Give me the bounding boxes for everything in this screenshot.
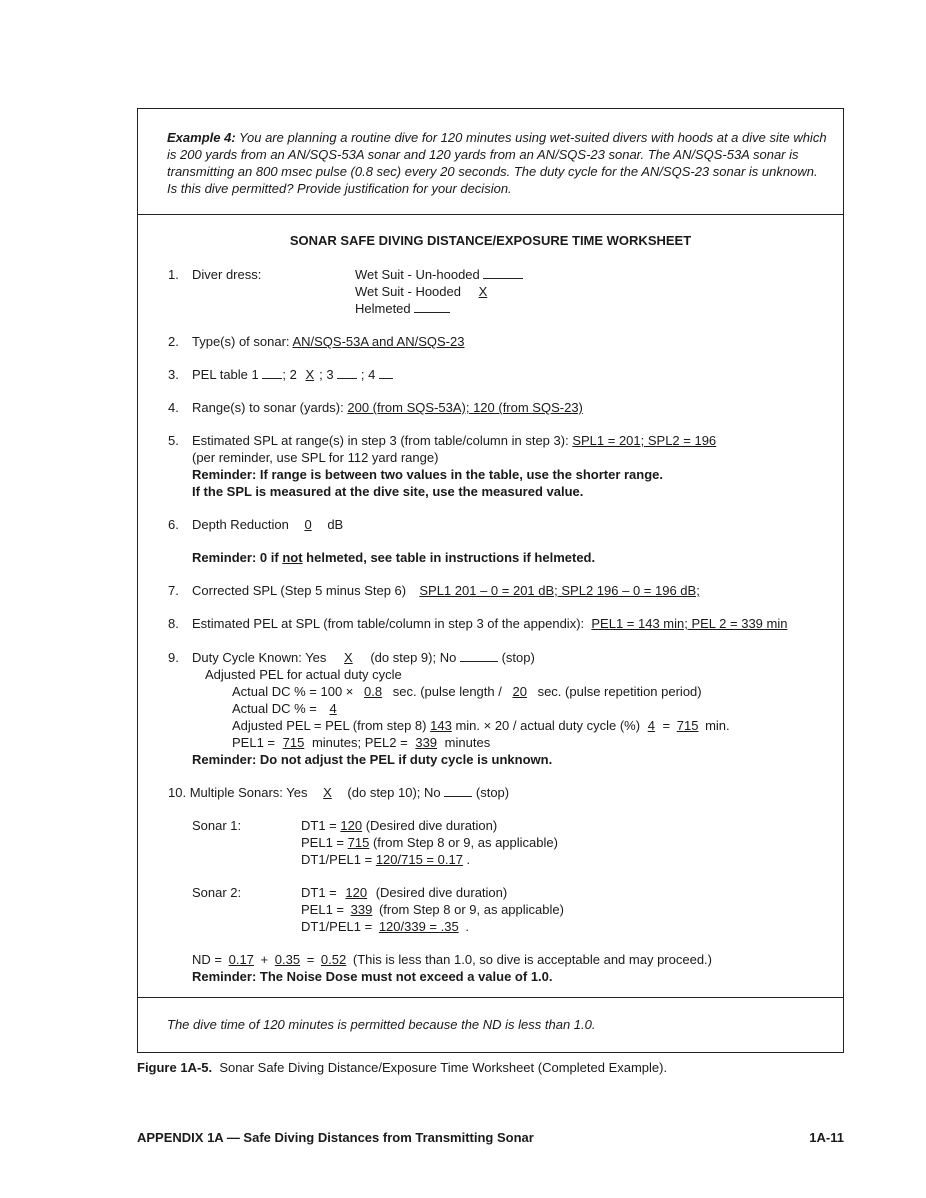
- sonar-1-ratio: DT1/PEL1 = 120/715 = 0.17 .: [301, 852, 471, 867]
- step-6-number: 6.: [168, 517, 179, 532]
- adjusted-pel-results: PEL1 = 715 minutes; PEL2 = 339 minutes: [232, 735, 491, 750]
- figure-caption-text: Sonar Safe Diving Distance/Exposure Time Worksheet (Completed Example).: [219, 1060, 668, 1075]
- step-5-note: (per reminder, use SPL for 112 yard range): [192, 450, 439, 465]
- example-text: [167, 129, 827, 197]
- figure-caption: [137, 1060, 667, 1075]
- pel-value: PEL1 = 143 min; PEL 2 = 339 min: [591, 616, 788, 631]
- depth-reduction-value: 0: [304, 517, 312, 532]
- dress-option-hooded: Wet Suit - Hooded X: [355, 283, 501, 300]
- step-5-text: Estimated SPL at range(s) in step 3 (from table/column in step 3): SPL1 = 201; SPL2 = 196: [192, 433, 717, 448]
- noise-dose-calculation: ND = 0.17 + 0.35 = 0.52 (This is less than 1.0, so dive is acceptable and may proceed.): [192, 952, 712, 967]
- step-2-number: 2.: [168, 334, 179, 349]
- step-8-number: 8.: [168, 616, 179, 631]
- sonar-2-pel: PEL1 = 339 (from Step 8 or 9, as applicable): [301, 902, 564, 917]
- sonar-1-dt: DT1 = 120 (Desired dive duration): [301, 818, 498, 833]
- sonar-2-ratio: DT1/PEL1 = 120/339 = .35 .: [301, 919, 469, 934]
- step-6-reminder: Reminder: 0 if not helmeted, see table in instructions if helmeted.: [192, 550, 596, 565]
- sonar-2-dt: DT1 = 120 (Desired dive duration): [301, 885, 508, 900]
- corrected-spl-value: SPL1 201 – 0 = 201 dB; SPL2 196 – 0 = 196 dB;: [419, 583, 700, 598]
- adjusted-pel-formula: Adjusted PEL = PEL (from step 8) 143 min. × 20 / actual duty cycle (%) 4 = 715 min.: [232, 718, 730, 733]
- step-5-reminder-1: Reminder: If range is between two values in the table, use the shorter range.: [192, 467, 664, 482]
- sonar-1-label: Sonar 1:: [192, 818, 242, 833]
- step-2-text: Type(s) of sonar: AN/SQS-53A and AN/SQS-23: [192, 334, 465, 349]
- step-1-number: 1.: [168, 267, 179, 282]
- footer-appendix-title: APPENDIX 1A — Safe Diving Distances from Transmitting Sonar: [137, 1130, 534, 1145]
- example-body: You are planning a routine dive for 120 minutes using wet-suited divers with hoods at a dive site which is 200 yards from an AN/SQS-53A sonar and 120 yards from an AN/SQS-23 sonar. The AN/SQS-53A sonar is transmitting an 800 msec pulse (0.8 sec) every 20 seconds. The duty cycle for the AN/SQS-23 sonar is unknown. Is this dive permitted? Provide justification for your decision.: [167, 130, 827, 196]
- page-number: 1A-11: [809, 1130, 844, 1145]
- conclusion-section: [138, 997, 843, 1052]
- worksheet-title: SONAR SAFE DIVING DISTANCE/EXPOSURE TIME WORKSHEET: [289, 233, 692, 248]
- step-9-text: Duty Cycle Known: Yes X (do step 9); No (stop): [192, 650, 535, 665]
- actual-dc-formula: Actual DC % = 100 × 0.8 sec. (pulse length / 20 sec. (pulse repetition period): [232, 684, 702, 699]
- step-9-reminder: Reminder: Do not adjust the PEL if duty cycle is unknown.: [192, 752, 553, 767]
- figure-label: Figure 1A-5.: [137, 1060, 213, 1075]
- step-3-number: 3.: [168, 367, 179, 382]
- spl-value: SPL1 = 201; SPL2 = 196: [572, 433, 717, 448]
- sonar-1-pel: PEL1 = 715 (from Step 8 or 9, as applicable): [301, 835, 558, 850]
- step-3-text: PEL table 1 ; 2 X ; 3 ; 4: [192, 366, 393, 383]
- hooded-mark: X: [478, 284, 488, 299]
- step-9-number: 9.: [168, 650, 179, 665]
- step-7-number: 7.: [168, 583, 179, 598]
- step-4-number: 4.: [168, 400, 179, 415]
- step-1-label: Diver dress:: [192, 267, 262, 282]
- step-10-text: 10. Multiple Sonars: Yes X (do step 10); No (stop): [168, 785, 510, 800]
- range-value: 200 (from SQS-53A); 120 (from SQS-23): [347, 400, 583, 415]
- step-4-text: Range(s) to sonar (yards): 200 (from SQS-53A); 120 (from SQS-23): [192, 400, 583, 415]
- noise-dose-reminder: Reminder: The Noise Dose must not exceed a value of 1.0.: [192, 969, 553, 984]
- step-5-number: 5.: [168, 433, 179, 448]
- duty-cycle-yes-mark: X: [344, 650, 353, 665]
- pel-table-mark: X: [305, 367, 315, 382]
- sonar-2-label: Sonar 2:: [192, 885, 242, 900]
- step-7-text: Corrected SPL (Step 5 minus Step 6) SPL1 201 – 0 = 201 dB; SPL2 196 – 0 = 196 dB;: [192, 583, 700, 598]
- adjusted-pel-heading: Adjusted PEL for actual duty cycle: [205, 667, 402, 682]
- step-8-text: Estimated PEL at SPL (from table/column in step 3 of the appendix): PEL1 = 143 min; PEL 2 = 339 min: [192, 616, 788, 631]
- actual-dc-value: Actual DC % = 4: [232, 701, 337, 716]
- step-5-reminder-2: If the SPL is measured at the dive site, use the measured value.: [192, 484, 584, 499]
- step-6-text: Depth Reduction 0 dB: [192, 517, 344, 532]
- dress-option-helmeted: Helmeted: [355, 300, 450, 317]
- dress-option-unhooded: Wet Suit - Un-hooded: [355, 266, 523, 283]
- worksheet-figure-frame: [137, 108, 844, 1053]
- example-section: [138, 109, 843, 215]
- conclusion-text: The dive time of 120 minutes is permitted because the ND is less than 1.0.: [167, 1017, 596, 1032]
- multiple-sonars-yes-mark: X: [323, 785, 332, 800]
- example-label: Example 4:: [167, 130, 236, 145]
- sonar-types-value: AN/SQS-53A and AN/SQS-23: [292, 334, 465, 349]
